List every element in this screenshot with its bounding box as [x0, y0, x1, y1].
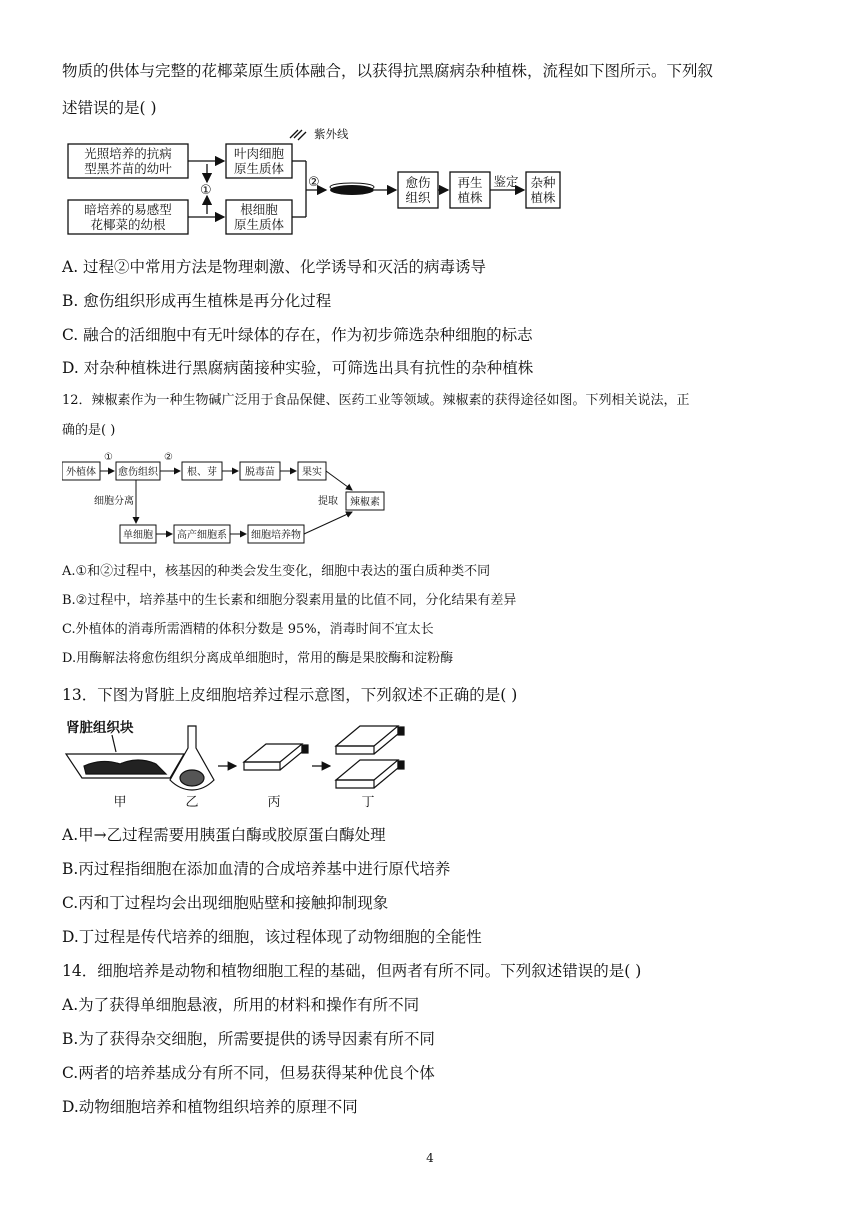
- label-step-2: ②: [308, 175, 320, 190]
- label-kidney-tissue: 肾脏组织块: [66, 720, 134, 736]
- label-regen-2: 植株: [457, 190, 483, 205]
- label-bing: 丙: [267, 795, 281, 810]
- label-hybrid-2: 植株: [530, 190, 556, 205]
- question-13-stem: 13．下图为肾脏上皮细胞培养过程示意图，下列叙述不正确的是( ): [62, 686, 518, 704]
- question-12-stem-line-1: 12．辣椒素作为一种生物碱广泛用于食品保健、医药工业等领域。辣椒素的获得途径如图。下列相关说法，正: [62, 393, 690, 408]
- q14-option-c: C.两者的培养基成分有所不同，但易获得某种优良个体: [62, 1064, 435, 1082]
- label-extract: 提取: [318, 496, 338, 507]
- label-regen-1: 再生: [457, 175, 483, 190]
- q11-option-c: C. 融合的活细胞中有无叶绿体的存在，作为初步筛选杂种细胞的标志: [62, 326, 533, 344]
- q12-option-a: A.①和②过程中，核基因的种类会发生变化，细胞中表达的蛋白质种类不同: [62, 564, 491, 579]
- q13-option-b: B.丙过程指细胞在添加血清的合成培养基中进行原代培养: [62, 860, 451, 878]
- label-identify: 鉴定: [493, 174, 519, 189]
- q14-option-b: B.为了获得杂交细胞，所需要提供的诱导因素有所不同: [62, 1030, 435, 1048]
- label-single-cell: 单细胞: [123, 530, 153, 541]
- label-uv: 紫外线: [314, 128, 349, 141]
- q12-option-c: C.外植体的消毒所需酒精的体积分数是 95%，消毒时间不宜太长: [62, 622, 434, 637]
- label-explant: 外植体: [66, 467, 96, 478]
- label-rootcell-1: 根细胞: [240, 202, 278, 217]
- label-jia: 甲: [113, 795, 127, 810]
- label-leaf-1: 光照培养的抗病: [84, 146, 172, 161]
- label-high-yield-line: 高产细胞系: [177, 530, 227, 541]
- q14-option-d: D.动物细胞培养和植物组织培养的原理不同: [62, 1098, 358, 1116]
- label-step-2: ②: [164, 452, 173, 463]
- question-11-stem-line-1: 物质的供体与完整的花椰菜原生质体融合，以获得抗黑腐病杂种植株，流程如下图所示。下列叙: [62, 62, 714, 80]
- q13-option-d: D.丁过程是传代培养的细胞，该过程体现了动物细胞的全能性: [62, 928, 482, 946]
- label-fruit: 果实: [302, 467, 322, 478]
- question-12-stem-line-2: 确的是( ): [62, 423, 116, 438]
- label-culture-product: 细胞培养物: [251, 530, 301, 541]
- label-cell-separation: 细胞分离: [94, 496, 134, 507]
- q13-option-c: C.丙和丁过程均会出现细胞贴壁和接触抑制现象: [62, 894, 389, 912]
- q12-option-d: D.用酶解法将愈伤组织分离成单细胞时，常用的酶是果胶酶和淀粉酶: [62, 651, 454, 666]
- q12-option-b: B.②过程中，培养基中的生长素和细胞分裂素用量的比值不同，分化结果有差异: [62, 593, 517, 608]
- label-root-2: 花椰菜的幼根: [90, 217, 166, 232]
- label-virus-free-seedling: 脱毒苗: [245, 467, 275, 478]
- label-leaf-2: 型黑芥苗的幼叶: [84, 161, 172, 176]
- q11-option-a: A. 过程②中常用方法是物理刺激、化学诱导和灭活的病毒诱导: [62, 258, 487, 276]
- label-step-1: ①: [104, 452, 113, 463]
- q14-option-a: A.为了获得单细胞悬液，所用的材料和操作有所不同: [62, 996, 420, 1014]
- label-rootcell-2: 原生质体: [233, 217, 285, 232]
- label-ding: 丁: [361, 795, 375, 810]
- label-capsaicin: 辣椒素: [350, 497, 380, 508]
- label-callus-2: 组织: [405, 190, 431, 205]
- q11-option-d: D. 对杂种植株进行黑腐病菌接种实验，可筛选出具有抗性的杂种植株: [62, 359, 534, 377]
- label-mesophyll-2: 原生质体: [233, 161, 285, 176]
- question-11-stem-line-2: 述错误的是( ): [62, 99, 157, 117]
- label-yi: 乙: [185, 795, 199, 810]
- label-root-1: 暗培养的易感型: [84, 202, 172, 217]
- label-hybrid-1: 杂种: [530, 175, 556, 190]
- question-14-stem: 14．细胞培养是动物和植物细胞工程的基础，但两者有所不同。下列叙述错误的是( ): [62, 962, 642, 980]
- q11-option-b: B. 愈伤组织形成再生植株是再分化过程: [62, 292, 332, 310]
- figure-protoplast-fusion-flow: [62, 128, 562, 243]
- label-mesophyll-1: 叶肉细胞: [233, 146, 285, 161]
- page-number: 4: [426, 1151, 434, 1165]
- label-callus-1: 愈伤: [405, 175, 431, 190]
- figure-capsaicin-pathway: [62, 452, 392, 548]
- label-step-1: ①: [200, 183, 212, 198]
- label-root-bud: 根、芽: [187, 467, 217, 478]
- q13-option-a: A.甲→乙过程需要用胰蛋白酶或胶原蛋白酶处理: [62, 826, 386, 844]
- figure-kidney-cell-culture: [62, 718, 422, 812]
- label-callus: 愈伤组织: [118, 467, 158, 478]
